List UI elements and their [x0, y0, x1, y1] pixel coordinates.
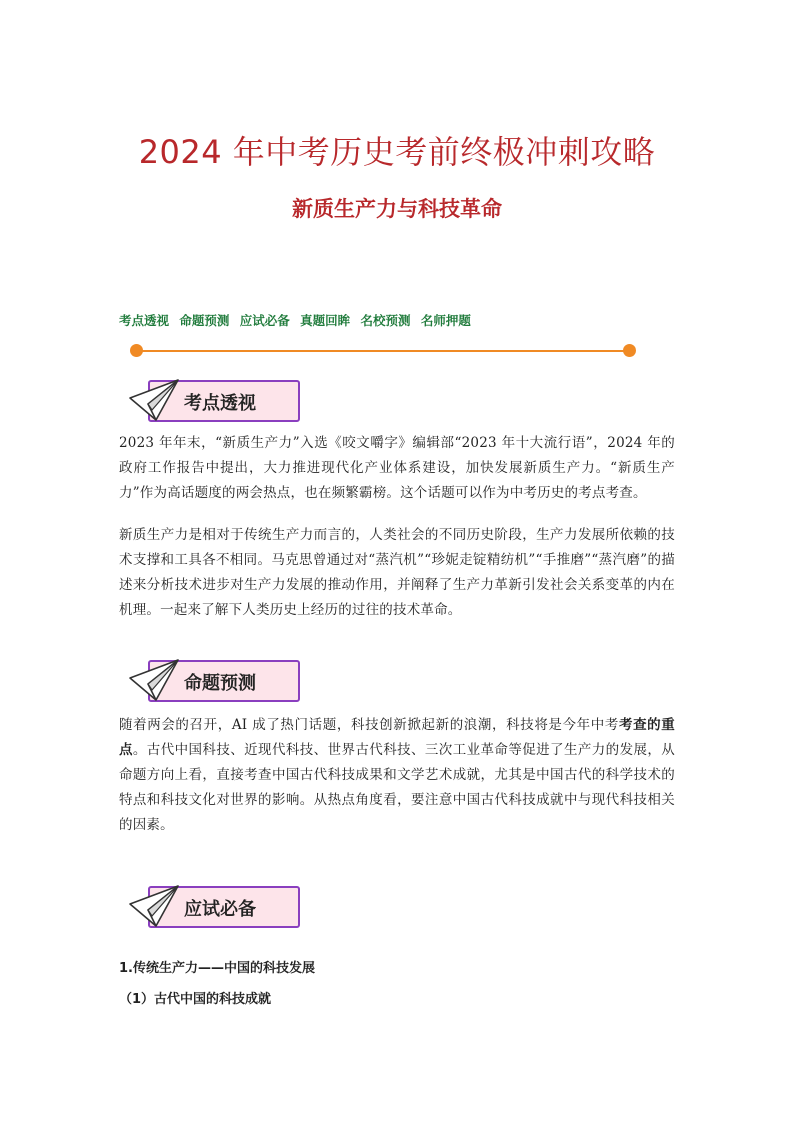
section-heading-3 [126, 882, 316, 932]
paper-plane-icon [126, 376, 186, 426]
paragraph: 随着两会的召开，AI 成了热门话题，科技创新掀起新的浪潮，科技将是今年中考考查的重点。古代中国科技、近现代科技、世界古代科技、三次工业革命等促进了生产力的发展，从命题方向上看，直接考查中国古代科技成果和文学艺术成就，尤其是中国古代的科学技术的特点和科技文化对世界的影响。从热点角度看，要注意中国古代科技成就中与现代科技相关的因素。 [119, 717, 675, 833]
orange-divider [130, 344, 636, 358]
section-heading-1 [126, 376, 316, 426]
nav-item[interactable]: 命题预测 [179, 313, 230, 328]
section-heading-label: 考点透视 [184, 393, 256, 414]
subheading: （1）古代中国的科技成就 [119, 992, 272, 1007]
nav-item[interactable]: 应试必备 [239, 313, 290, 328]
section-nav [119, 311, 477, 329]
paragraph: 2023 年年末，“新质生产力”入选《咬文嚼字》编辑部“2023 年十大流行语”，2024 年的政府工作报告中提出，大力推进现代化产业体系建设，加快发展新质生产力。“新质生产力”作为高话题度的两会热点，也在频繁霸榜。这个话题可以作为中考历史的考点考查。 [119, 435, 675, 501]
nav-item[interactable]: 名校预测 [360, 313, 411, 328]
subheading: 1.传统生产力——中国的科技发展 [119, 961, 315, 976]
nav-item[interactable]: 考点透视 [119, 313, 170, 328]
paragraph: 新质生产力是相对于传统生产力而言的，人类社会的不同历史阶段，生产力发展所依赖的技术支撑和工具各不相同。马克思曾通过对“蒸汽机”“珍妮走锭精纺机”“手推磨”“蒸汽磨”的描述来分析技术进步对生产力发展的推动作用，并阐释了生产力革新引发社会关系变革的内在机理。一起来了解下人类历史上经历的过往的技术革命。 [119, 527, 675, 618]
document-title: 2024 年中考历史考前终极冲刺攻略 [138, 133, 656, 171]
section-heading-label: 命题预测 [184, 673, 256, 694]
section-heading-label: 应试必备 [184, 899, 256, 920]
nav-item[interactable]: 名师押题 [420, 313, 471, 328]
paper-plane-icon [126, 656, 186, 706]
section-heading-2 [126, 656, 316, 706]
nav-item[interactable]: 真题回眸 [300, 313, 351, 328]
document-subtitle: 新质生产力与科技革命 [292, 197, 502, 221]
paper-plane-icon [126, 882, 186, 932]
